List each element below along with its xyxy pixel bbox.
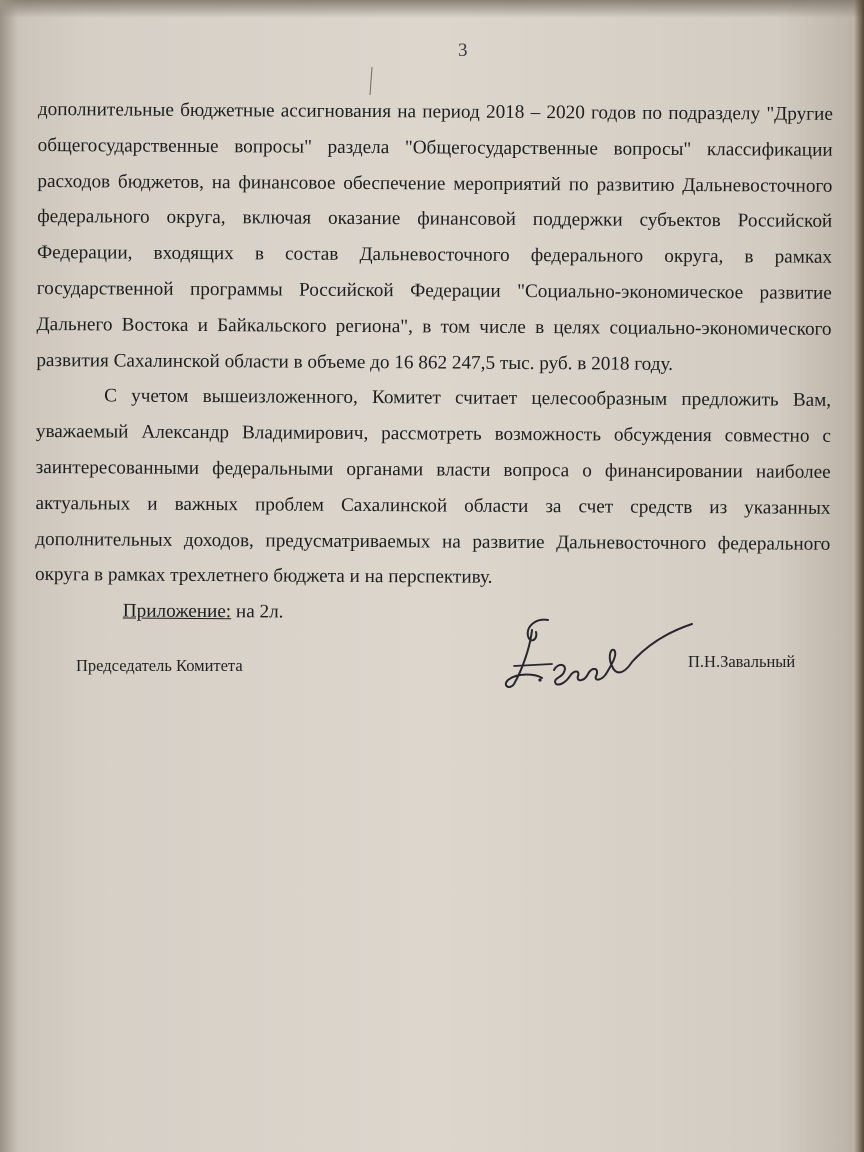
attachment-line bbox=[35, 593, 830, 634]
attachment-label: Приложение: bbox=[122, 600, 232, 623]
left-shadow bbox=[0, 0, 18, 1152]
attachment-value: на 2л. bbox=[231, 601, 284, 623]
signatory-title: Председатель Комитета bbox=[76, 656, 243, 675]
paragraph-proposal: С учетом вышеизложенного, Комитет считает целесообразным предложить Вам, уважаемый Александр Владимирович, рассмотреть возможность обсуждения совместно с заинтересованными федеральными органами власти вопроса о финансировании наиболее актуальных и важных проблем Сахалинской области за счет средств из указанных дополнительных доходов, предусматриваемых на развитие Дальневосточного федерального округа в рамках трехлетнего бюджета и на перспективу. bbox=[34, 385, 832, 589]
pen-mark bbox=[368, 66, 374, 96]
letter-body bbox=[35, 92, 833, 634]
top-shadow bbox=[0, 0, 864, 18]
page-number: 3 bbox=[458, 40, 468, 61]
table-edge bbox=[854, 0, 864, 1152]
signatory-name: П.Н.Завальный bbox=[688, 652, 796, 671]
signature-block bbox=[76, 652, 816, 692]
paragraph-continuation: дополнительные бюджетные ассигнования на период 2018 – 2020 годов по подразделу "Другие общегосударственные вопросы" раздела "Общегосударственные вопросы" классификации расходов бюджетов, на финансовое обеспечение мероприятий по развитию Дальневосточного федерального округа, включая оказание финансовой поддержки субъектов Российской Федерации, входящих в состав Дальневосточного федерального округа, в рамках государственной программы Российской Федерации "Социально-экономическое развитие Дальнего Востока и Байкальского региона", в том числе в целях социально-экономического развития Сахалинской области в объеме до 16 862 247,5 тыс. руб. в 2018 году. bbox=[36, 98, 833, 375]
